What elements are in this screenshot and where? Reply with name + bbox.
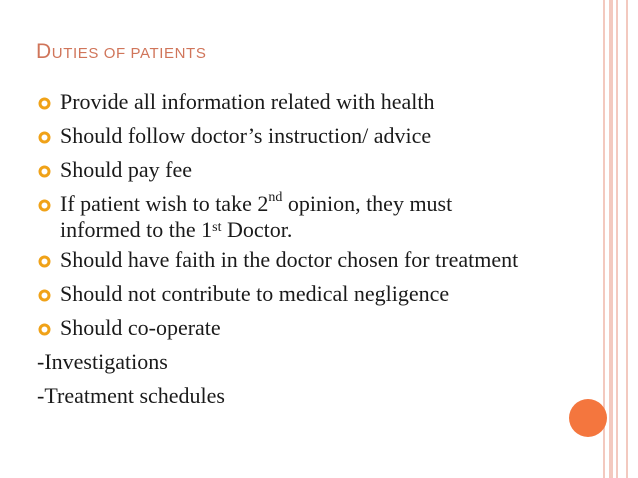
sub-line-treatment-schedules: -Treatment schedules <box>37 383 225 408</box>
second-opinion-line2-pre: informed to the 1 <box>60 217 213 242</box>
second-opinion-line2-post: Doctor. <box>221 217 293 242</box>
second-opinion-pre: If patient wish to take 2 <box>60 191 269 216</box>
decorative-rule <box>616 0 618 478</box>
ring-bullet-icon <box>38 289 51 302</box>
slide-title <box>36 40 206 64</box>
superscript-st: st <box>212 220 222 235</box>
list-item <box>37 243 597 277</box>
ring-bullet-icon <box>38 97 51 110</box>
list-item <box>37 277 597 311</box>
ring-bullet-icon <box>38 323 51 336</box>
sub-line-investigations: -Investigations <box>37 349 168 374</box>
ring-bullet-icon <box>38 199 51 212</box>
list-item <box>37 311 597 345</box>
list-item <box>37 85 597 119</box>
accent-circle <box>569 399 607 437</box>
superscript-nd: nd <box>268 190 283 205</box>
list-item-text: Should follow doctor’s instruction/ advice <box>60 123 432 148</box>
second-opinion-mid: opinion, they must <box>282 191 453 216</box>
bullet-list <box>37 85 597 413</box>
title-rest: UTIES OF PATIENTS <box>51 45 207 62</box>
second-opinion-line2 <box>60 217 597 243</box>
ring-bullet-icon <box>38 131 51 144</box>
title-initial: D <box>36 40 52 63</box>
list-item-text: Should not contribute to medical negligence <box>60 281 450 306</box>
list-item-second-opinion <box>37 187 597 243</box>
decorative-rule <box>626 0 628 478</box>
list-item <box>37 119 597 153</box>
list-item-text: Should have faith in the doctor chosen for treatment <box>60 247 519 272</box>
ring-bullet-icon <box>38 255 51 268</box>
decorative-rule <box>609 0 613 478</box>
list-item-text: Should pay fee <box>60 157 192 182</box>
ring-bullet-icon <box>38 165 51 178</box>
list-item-text: Should co-operate <box>60 315 221 340</box>
list-item <box>37 153 597 187</box>
list-item-text: Provide all information related with health <box>60 89 435 114</box>
